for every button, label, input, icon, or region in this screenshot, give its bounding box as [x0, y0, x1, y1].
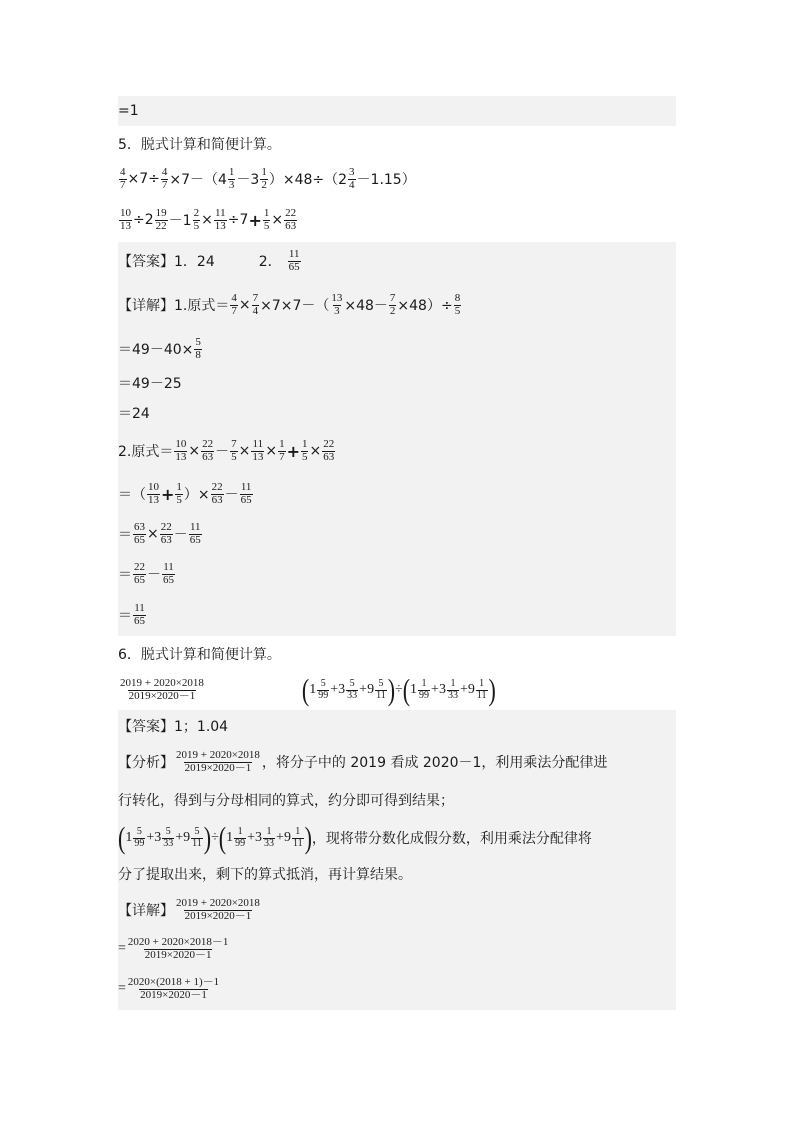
expr-text: ＝（: [118, 487, 146, 503]
fraction: $\frac{11}{65}$: [134, 601, 145, 627]
fraction: $\frac{22}{63}$: [211, 480, 223, 506]
detail-line-2: [118, 428, 676, 474]
q5-expression-1: [118, 160, 676, 198]
detail6-line-2: [118, 930, 676, 968]
expr-text: ＝: [118, 608, 132, 624]
expr-text: ×7×7－（: [260, 298, 330, 314]
fraction: $\frac{4}{7}$: [120, 165, 126, 191]
q5-expression-2: [118, 200, 676, 240]
analysis-label: 【分析】: [118, 755, 174, 771]
analysis-text: ，现将带分数化成假分数，利用乘法分配律将: [311, 831, 592, 847]
q6-expressions: [118, 670, 676, 710]
expr-text: +: [286, 441, 300, 461]
analysis-line-1: [118, 742, 676, 782]
fraction: $\frac{11}{13}$: [214, 206, 226, 232]
fraction: $\frac{22}{63}$: [160, 520, 172, 546]
expr-text: =: [118, 981, 126, 996]
fraction: $\frac{5}{8}$: [195, 335, 201, 361]
expr-text: ＝24: [118, 406, 150, 422]
expr-text: ×: [238, 443, 251, 459]
step-line: [118, 368, 676, 398]
fraction: $\frac{2019 + 2020\times 2018}{2019\times 2020-1}$: [176, 896, 260, 922]
fraction: $\frac{10}{13}$: [120, 206, 131, 232]
answer-text: 【答案】1；1.04: [118, 719, 229, 735]
fraction: $\frac{7}{4}$: [252, 291, 259, 317]
expr-text: ＝: [118, 567, 132, 583]
answer-text: 2．: [258, 254, 282, 270]
fraction: $\frac{22}{65}$: [134, 560, 145, 586]
fraction: $\frac{1}{7}$: [279, 437, 285, 463]
expr-text: ×: [265, 443, 278, 459]
fraction: $\frac{13}{3}$: [331, 291, 343, 317]
fraction: $\frac{10}{13}$: [175, 437, 187, 463]
question-6-title: [118, 640, 676, 668]
fraction: $\frac{22}{63}$: [323, 437, 335, 463]
detail-text: 【详解】1.原式＝: [118, 298, 230, 314]
fraction: $\frac{2019 + 2020\times 2018}{2019\times 2020-1}$: [176, 748, 260, 774]
step-line: [118, 474, 676, 514]
expr-text: ）×48÷（2: [268, 172, 348, 188]
step-line: [118, 514, 676, 554]
fraction: $\frac{10}{13}$: [148, 480, 159, 506]
expr-text: =: [118, 941, 126, 956]
mixed-expression: ( 1 $\frac{5}{99}$ + 3 $\frac{5}{33}$ + 9 $\frac{5}{11}$ ) ÷ ( 1 $\frac{1}{99}$ + 3 $\frac{1}{33}$ + 9 $\frac{1}{11}$ ): [301, 671, 496, 707]
fraction: $\frac{8}{5}$: [454, 291, 461, 317]
expr-text: ×7÷: [127, 171, 160, 187]
step-line: [118, 330, 676, 368]
expr-text: ×: [309, 443, 322, 459]
fraction: $\frac{2019 + 2020\times 2018}{2019\times 2020-1}$: [120, 676, 204, 702]
detail6-line-1: [118, 890, 676, 930]
fraction: $\frac{22}{63}$: [202, 437, 214, 463]
expr-text: +: [248, 210, 262, 230]
expr-text: ＝49－25: [118, 376, 182, 392]
question-title-text: 6．脱式计算和简便计算。: [118, 647, 281, 663]
step-line: [118, 594, 676, 636]
expr-text: +: [161, 484, 175, 504]
answer-text: 【答案】1．24: [118, 254, 215, 270]
expr-text: ×: [188, 443, 201, 459]
fraction: $\frac{11}{65}$: [240, 480, 252, 506]
answer-line: [118, 710, 676, 742]
expr-text: －: [215, 444, 230, 460]
fraction: $\frac{7}{5}$: [231, 437, 237, 463]
expr-text: －3: [236, 172, 260, 188]
step-line: [118, 96, 676, 126]
fraction: $\frac{11}{65}$: [288, 247, 300, 273]
analysis-line-4: [118, 858, 676, 890]
fraction: $\frac{11}{13}$: [252, 437, 264, 463]
expr-text: －: [147, 567, 161, 583]
fraction: $\frac{1}{2}$: [261, 165, 267, 191]
expr-text: ＝49－40×: [118, 342, 194, 358]
step-line: [118, 398, 676, 428]
expr-text: ×: [271, 212, 284, 228]
question-title-text: 5．脱式计算和简便计算。: [118, 137, 281, 153]
fraction: $\frac{4}{7}$: [231, 291, 237, 317]
detail-line-1: [118, 280, 676, 330]
detail-text: 2.原式＝: [118, 444, 174, 460]
fraction: $\frac{19}{22}$: [155, 206, 167, 232]
fraction: $\frac{2020 + 2020\times 2018-1}{2019\times 2020-1}$: [127, 935, 229, 961]
analysis-line-2: [118, 782, 676, 818]
fraction: $\frac{7}{2}$: [389, 291, 396, 317]
step-line: [118, 554, 676, 594]
fraction: $\frac{4}{7}$: [161, 165, 168, 191]
fraction: $\frac{1}{3}$: [228, 165, 235, 191]
expr-text: －1: [168, 213, 192, 229]
expr-text: －: [173, 527, 188, 543]
fraction: $\frac{1}{5}$: [176, 480, 182, 506]
expr-text: －: [224, 487, 239, 503]
expr-text: ×48）÷: [397, 298, 453, 314]
expr-text: ×48－: [344, 298, 388, 314]
expr-text: ×: [201, 212, 213, 228]
expr-text: ×: [147, 526, 159, 542]
expr-text: ＝: [118, 527, 132, 543]
question-5-title: [118, 130, 676, 158]
fraction: $\frac{1}{5}$: [301, 437, 308, 463]
fraction: $\frac{22}{63}$: [285, 206, 297, 232]
fraction: $\frac{63}{65}$: [134, 520, 145, 546]
fraction: $\frac{11}{65}$: [163, 560, 174, 586]
fraction: $\frac{1}{5}$: [263, 206, 270, 232]
detail-label: 【详解】: [118, 903, 174, 919]
fraction: $\frac{11}{65}$: [189, 520, 201, 546]
mixed-expression: ( 1 $\frac{5}{99}$ + 3 $\frac{5}{33}$ + 9 $\frac{5}{11}$ ) ÷ ( 1 $\frac{1}{99}$ + 3 $\frac{1}{33}$ + 9 $\frac{1}{11}$ ): [118, 819, 312, 855]
expr-text: ÷7: [227, 212, 249, 228]
expr-text: ÷2: [133, 212, 154, 228]
detail6-line-3: [118, 968, 676, 1010]
fraction: $\frac{2020\times(2018 + 1)-1}{2019\times 2020-1}$: [127, 975, 220, 1001]
analysis-text: 行转化，得到与分母相同的算式，约分即可得到结果；: [118, 793, 454, 809]
expr-text: －1.15）: [356, 172, 416, 188]
analysis-text: ，将分子中的 2019 看成 2020－1，利用乘法分配律进: [261, 755, 608, 771]
equation-text: =1: [118, 103, 139, 119]
answer-line: [118, 242, 676, 280]
expr-text: ×7－（4: [169, 172, 227, 188]
analysis-text: 分了提取出来，剩下的算式抵消，再计算结果。: [118, 867, 412, 883]
fraction: $\frac{2}{5}$: [193, 206, 200, 232]
expr-text: ）×: [183, 487, 210, 503]
analysis-line-3: [118, 818, 676, 858]
expr-text: ×: [238, 297, 251, 313]
fraction: $\frac{3}{4}$: [349, 165, 355, 191]
